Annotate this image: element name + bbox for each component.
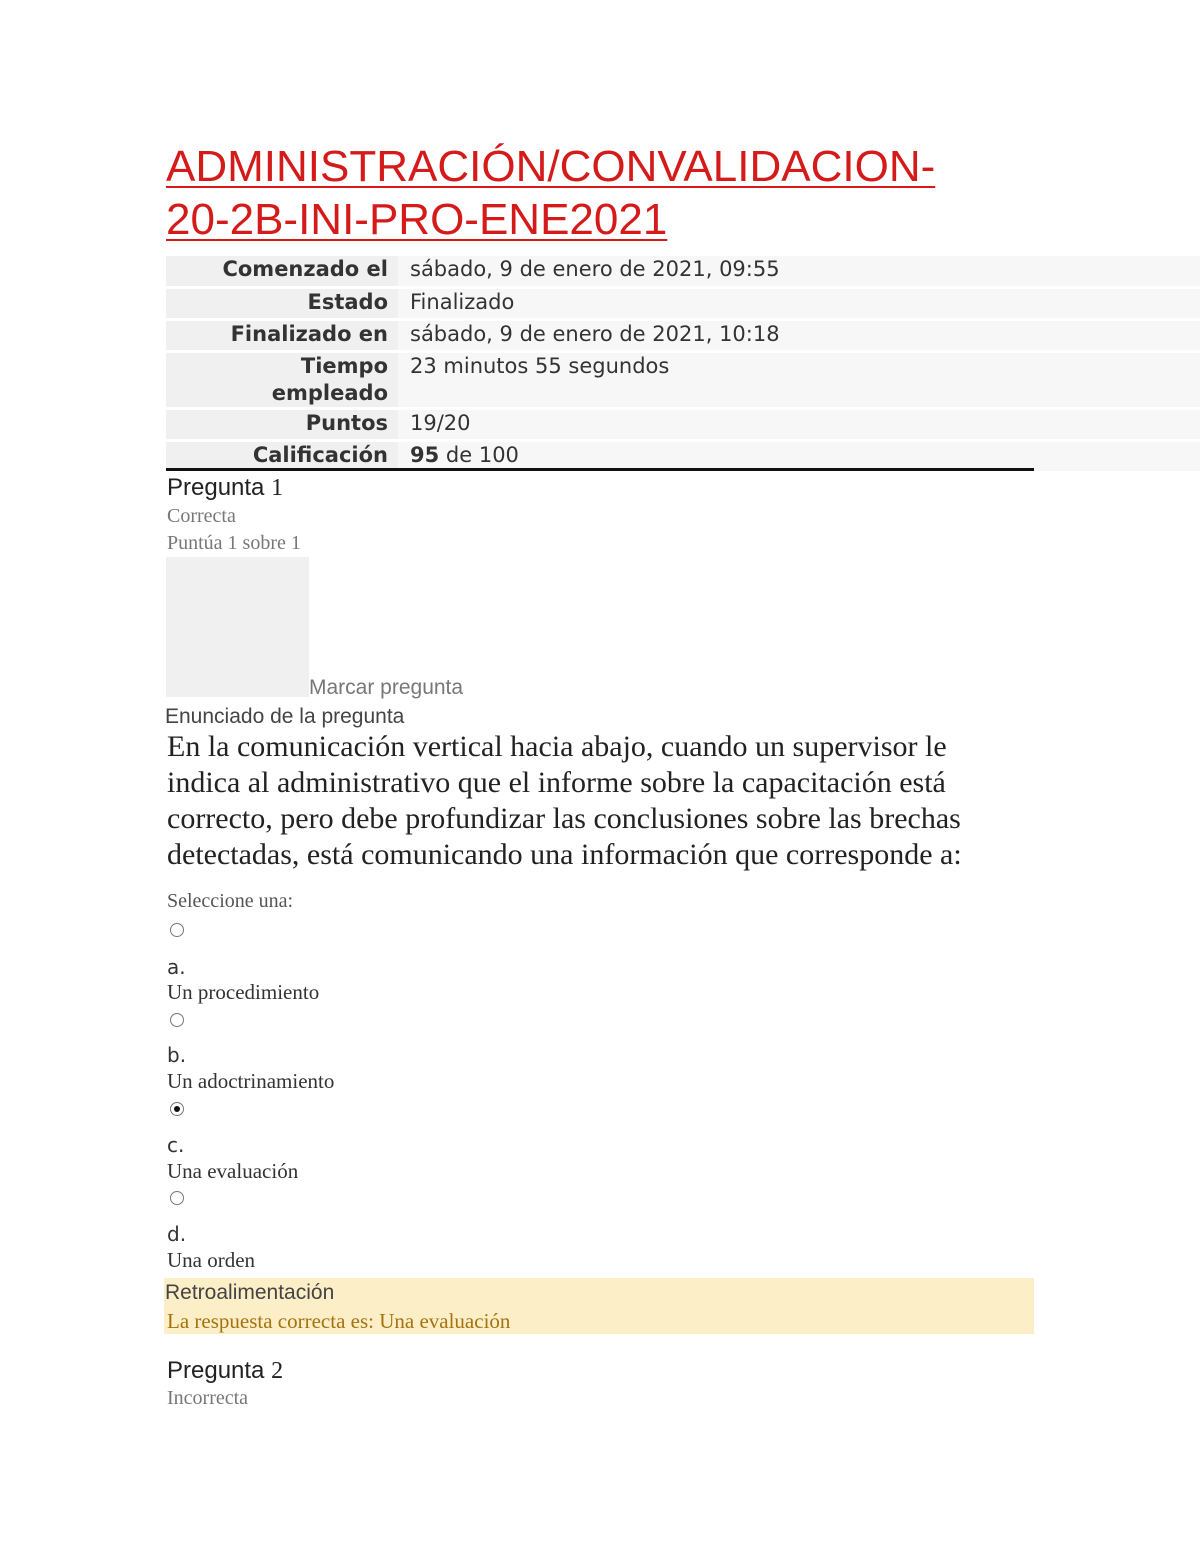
question-number: 2 — [271, 1358, 284, 1384]
flag-icon[interactable] — [166, 557, 309, 697]
question-text-line: detectadas, está comunicando una información que corresponde a: — [167, 838, 962, 871]
question-label: Pregunta — [167, 474, 272, 501]
summary-row-started — [166, 255, 1200, 288]
option-c-letter: c. — [167, 1133, 185, 1157]
feedback-box — [164, 1278, 1034, 1334]
option-a-letter: a. — [167, 955, 186, 979]
question-number: 1 — [271, 475, 284, 501]
select-prompt: Seleccione una: — [167, 890, 294, 912]
option-c-radio[interactable] — [170, 1102, 184, 1116]
summary-row-points — [166, 409, 1200, 441]
quiz-title[interactable] — [166, 140, 1066, 246]
flag-question-link[interactable]: Marcar pregunta — [309, 676, 464, 699]
option-a-text[interactable]: Un procedimiento — [167, 980, 320, 1004]
quiz-title-line1[interactable]: ADMINISTRACIÓN/CONVALIDACION- — [166, 142, 936, 191]
summary-label: Puntos — [166, 409, 398, 441]
summary-label: Comenzado el — [166, 255, 398, 288]
option-a-radio[interactable] — [170, 923, 184, 937]
summary-value: 23 minutos 55 segundos — [398, 352, 1200, 409]
summary-row-finished — [166, 320, 1200, 352]
summary-label: Calificación — [166, 441, 398, 472]
option-b-text[interactable]: Un adoctrinamiento — [167, 1069, 335, 1093]
option-d-text[interactable]: Una orden — [167, 1248, 256, 1272]
feedback-title: Retroalimentación — [165, 1281, 335, 1304]
question-1-score: Puntúa 1 sobre 1 — [167, 532, 301, 554]
question-1-status: Correcta — [167, 505, 236, 527]
grade-value: 95 — [410, 443, 440, 467]
summary-label: Finalizado en — [166, 320, 398, 352]
summary-value: sábado, 9 de enero de 2021, 09:55 — [398, 255, 1200, 288]
question-text — [167, 729, 1027, 873]
feedback-answer: La respuesta correcta es: Una evaluación — [167, 1309, 511, 1333]
grade-total: de 100 — [439, 443, 519, 467]
question-1-heading — [167, 474, 283, 502]
question-text-line: correcto, pero debe profundizar las conclusiones sobre las brechas — [167, 802, 961, 835]
summary-value: Finalizado — [398, 288, 1200, 320]
summary-label-line2: empleado — [271, 381, 388, 405]
option-b-letter: b. — [167, 1043, 187, 1067]
summary-label: Estado — [166, 288, 398, 320]
question-2-status: Incorrecta — [167, 1387, 249, 1409]
question-label: Pregunta — [167, 1357, 272, 1384]
summary-value: 19/20 — [398, 409, 1200, 441]
option-d-radio[interactable] — [170, 1191, 184, 1205]
statement-label: Enunciado de la pregunta — [165, 705, 405, 728]
summary-label-line1: Tiempo — [300, 354, 388, 378]
summary-label — [166, 352, 398, 409]
question-2-heading — [167, 1357, 283, 1385]
summary-value — [398, 441, 1200, 472]
option-d-letter: d. — [167, 1222, 187, 1246]
divider — [166, 468, 1034, 471]
attempt-summary-table — [166, 253, 1200, 471]
summary-row-state — [166, 288, 1200, 320]
quiz-title-line2[interactable]: 20-2B-INI-PRO-ENE2021 — [166, 195, 668, 244]
option-c-text[interactable]: Una evaluación — [167, 1159, 299, 1183]
question-text-line: indica al administrativo que el informe sobre la capacitación está — [167, 766, 946, 799]
summary-row-grade — [166, 441, 1200, 472]
question-text-line: En la comunicación vertical hacia abajo, cuando un supervisor le — [167, 730, 947, 763]
summary-row-time-taken — [166, 352, 1200, 409]
option-b-radio[interactable] — [170, 1013, 184, 1027]
summary-value: sábado, 9 de enero de 2021, 10:18 — [398, 320, 1200, 352]
